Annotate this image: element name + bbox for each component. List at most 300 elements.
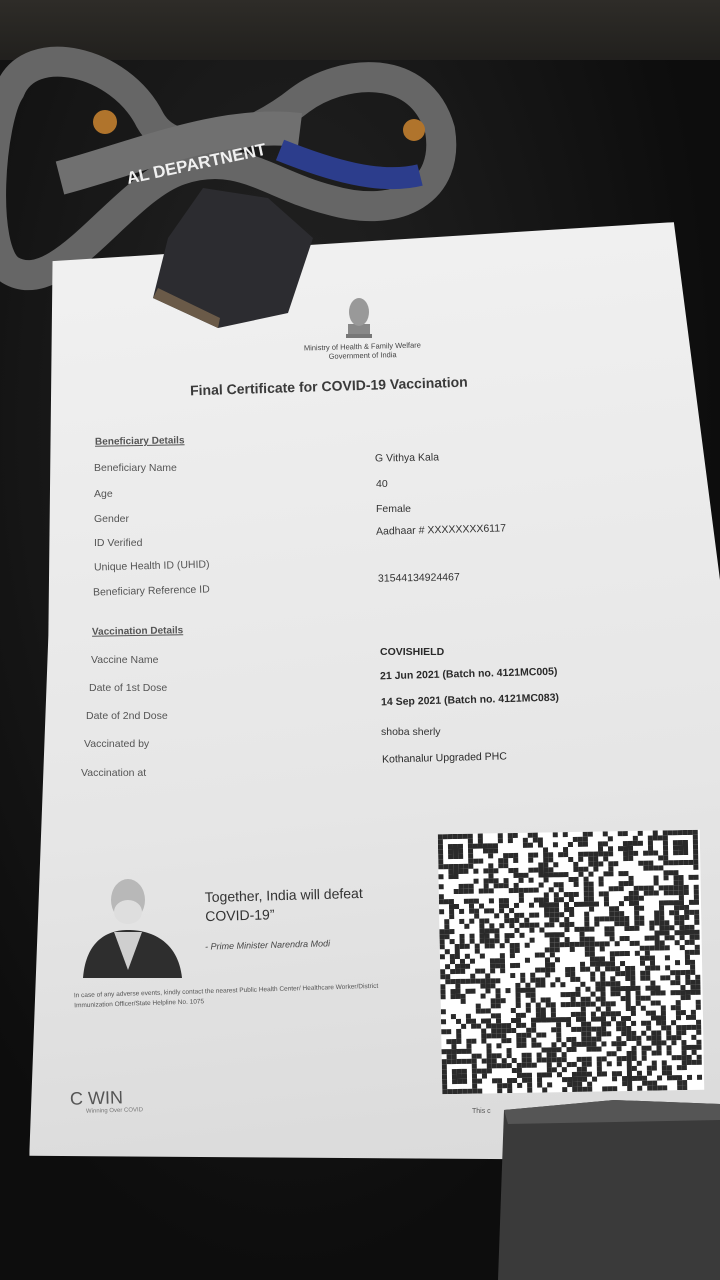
qr-module	[650, 946, 655, 951]
qr-module	[481, 1033, 486, 1038]
qr-module	[601, 1041, 606, 1046]
qr-module	[694, 915, 699, 920]
qr-module	[582, 1077, 587, 1082]
qr-module	[610, 951, 615, 956]
qr-module	[531, 1023, 536, 1028]
qr-module	[527, 1063, 532, 1068]
qr-module	[629, 881, 634, 886]
qr-module	[581, 1012, 586, 1017]
qr-module	[614, 921, 619, 926]
qr-module	[691, 990, 696, 995]
qr-module	[543, 847, 548, 852]
qr-module	[469, 904, 474, 909]
qr-module	[495, 988, 500, 993]
qr-module	[655, 985, 660, 990]
qr-module	[566, 1002, 571, 1007]
qr-module	[601, 1011, 606, 1016]
qr-module	[635, 951, 640, 956]
qr-module	[564, 922, 569, 927]
qr-module	[509, 888, 514, 893]
qr-module	[683, 845, 688, 850]
qr-module	[674, 905, 679, 910]
qr-module	[463, 834, 468, 839]
qr-module	[469, 899, 474, 904]
qr-module	[667, 1070, 672, 1075]
label-vaccinated-by: Vaccinated by	[84, 738, 150, 750]
qr-module	[483, 848, 488, 853]
qr-module	[453, 869, 458, 874]
qr-module	[619, 886, 624, 891]
qr-module	[605, 966, 610, 971]
qr-module	[487, 1058, 492, 1063]
qr-module	[534, 898, 539, 903]
qr-module	[567, 1077, 572, 1082]
qr-module	[466, 1019, 471, 1024]
qr-module	[478, 839, 483, 844]
qr-module	[673, 850, 678, 855]
qr-module	[500, 943, 505, 948]
qr-module	[601, 1031, 606, 1036]
qr-module	[569, 897, 574, 902]
qr-module	[589, 892, 594, 897]
qr-module	[654, 875, 659, 880]
qr-module	[544, 877, 549, 882]
qr-module	[598, 851, 603, 856]
qr-module	[674, 875, 679, 880]
qr-module	[447, 1049, 452, 1054]
qr-module	[475, 979, 480, 984]
qr-module	[563, 847, 568, 852]
qr-module	[620, 986, 625, 991]
qr-module	[650, 981, 655, 986]
qr-module	[581, 1027, 586, 1032]
qr-module	[569, 912, 574, 917]
qr-module	[610, 976, 615, 981]
qr-module	[448, 844, 453, 849]
qr-module	[597, 1066, 602, 1071]
qr-module	[690, 940, 695, 945]
qr-module	[469, 919, 474, 924]
qr-module	[626, 991, 631, 996]
qr-module	[517, 1073, 522, 1078]
qr-module	[564, 917, 569, 922]
qr-module	[550, 937, 555, 942]
qr-module	[687, 1075, 692, 1080]
qr-module	[595, 986, 600, 991]
qr-module	[656, 990, 661, 995]
qr-module	[466, 1039, 471, 1044]
qr-module	[486, 1048, 491, 1053]
qr-module	[663, 840, 668, 845]
qr-module	[631, 1046, 636, 1051]
qr-module	[687, 1060, 692, 1065]
qr-module	[673, 860, 678, 865]
qr-module	[607, 1061, 612, 1066]
qr-module	[654, 910, 659, 915]
qr-module	[645, 971, 650, 976]
qr-module	[608, 836, 613, 841]
qr-module	[448, 834, 453, 839]
qr-module	[634, 886, 639, 891]
qr-module	[541, 1012, 546, 1017]
qr-module	[671, 990, 676, 995]
ministry-line1: Ministry of Health & Family Welfare	[303, 340, 421, 353]
qr-module	[477, 1054, 482, 1059]
qr-module	[571, 1002, 576, 1007]
qr-module	[586, 1047, 591, 1052]
qr-module	[643, 866, 648, 871]
qr-module	[576, 1042, 581, 1047]
qr-module	[468, 849, 473, 854]
qr-module	[591, 1037, 596, 1042]
qr-module	[595, 956, 600, 961]
qr-module	[469, 934, 474, 939]
qr-module	[695, 935, 700, 940]
qr-module	[515, 943, 520, 948]
qr-module	[654, 930, 659, 935]
qr-module	[511, 1028, 516, 1033]
qr-module	[629, 926, 634, 931]
qr-module	[638, 861, 643, 866]
qr-module	[610, 956, 615, 961]
qr-module	[656, 1020, 661, 1025]
qr-module	[444, 934, 449, 939]
qr-module	[620, 961, 625, 966]
qr-module	[684, 915, 689, 920]
qr-module	[444, 919, 449, 924]
qr-module	[623, 831, 628, 836]
qr-module	[470, 939, 475, 944]
qr-module	[547, 1052, 552, 1057]
qr-module	[519, 933, 524, 938]
qr-module	[569, 877, 574, 882]
qr-module	[472, 1059, 477, 1064]
qr-module	[455, 969, 460, 974]
qr-module	[510, 948, 515, 953]
qr-module	[578, 852, 583, 857]
qr-module	[576, 1027, 581, 1032]
qr-module	[549, 902, 554, 907]
qr-module	[631, 1011, 636, 1016]
qr-module	[624, 926, 629, 931]
qr-module	[697, 1075, 702, 1080]
qr-module	[634, 926, 639, 931]
qr-module	[641, 996, 646, 1001]
pm-quote	[205, 884, 364, 926]
qr-module	[586, 997, 591, 1002]
qr-module	[594, 922, 599, 927]
qr-module	[530, 973, 535, 978]
qr-module	[656, 1000, 661, 1005]
qr-module	[533, 838, 538, 843]
qr-module	[628, 841, 633, 846]
qr-module	[462, 1074, 467, 1079]
qr-module	[452, 1089, 457, 1094]
qr-module	[607, 1051, 612, 1056]
qr-module	[515, 948, 520, 953]
qr-module	[656, 1035, 661, 1040]
qr-module	[473, 869, 478, 874]
qr-module	[653, 830, 658, 835]
qr-module	[472, 1054, 477, 1059]
qr-module	[663, 830, 668, 835]
qr-module	[648, 851, 653, 856]
qr-module	[561, 992, 566, 997]
qr-module	[523, 843, 528, 848]
qr-module	[509, 923, 514, 928]
qr-module	[692, 1060, 697, 1065]
qr-module	[489, 923, 494, 928]
qr-module	[663, 845, 668, 850]
qr-module	[575, 942, 580, 947]
qr-module	[479, 904, 484, 909]
qr-module	[560, 942, 565, 947]
qr-module	[584, 922, 589, 927]
qr-module	[479, 934, 484, 939]
qr-module	[583, 852, 588, 857]
qr-module	[536, 1043, 541, 1048]
qr-module	[681, 995, 686, 1000]
qr-module	[671, 1020, 676, 1025]
qr-module	[686, 1015, 691, 1020]
cowin-logo: C WIN	[69, 1087, 124, 1109]
qr-module	[519, 878, 524, 883]
qr-module	[471, 1039, 476, 1044]
qr-module	[579, 902, 584, 907]
qr-module	[679, 880, 684, 885]
qr-module	[520, 973, 525, 978]
qr-module	[449, 904, 454, 909]
qr-module	[640, 946, 645, 951]
qr-module	[438, 849, 443, 854]
qr-module	[651, 1036, 656, 1041]
qr-module	[660, 945, 665, 950]
qr-module	[513, 868, 518, 873]
qr-module	[593, 852, 598, 857]
qr-module	[695, 985, 700, 990]
qr-module	[475, 949, 480, 954]
qr-module	[524, 918, 529, 923]
qr-module	[440, 969, 445, 974]
qr-code[interactable]	[438, 830, 704, 1095]
qr-module	[596, 1036, 601, 1041]
qr-module	[664, 930, 669, 935]
qr-module	[540, 967, 545, 972]
qr-module	[564, 902, 569, 907]
qr-module	[469, 909, 474, 914]
qr-module	[458, 864, 463, 869]
qr-module	[529, 928, 534, 933]
qr-module	[461, 1024, 466, 1029]
qr-module	[526, 1028, 531, 1033]
qr-module	[512, 1058, 517, 1063]
qr-module	[693, 835, 698, 840]
qr-module	[496, 1028, 501, 1033]
qr-module	[530, 938, 535, 943]
qr-module	[674, 880, 679, 885]
qr-module	[544, 892, 549, 897]
qr-module	[519, 923, 524, 928]
qr-module	[453, 874, 458, 879]
qr-module	[458, 854, 463, 859]
qr-module	[631, 1036, 636, 1041]
qr-module	[584, 877, 589, 882]
value-age: 40	[376, 478, 388, 490]
qr-module	[493, 868, 498, 873]
qr-module	[651, 1016, 656, 1021]
qr-module	[545, 972, 550, 977]
qr-module	[556, 1022, 561, 1027]
qr-module	[612, 1051, 617, 1056]
qr-module	[689, 910, 694, 915]
qr-module	[600, 956, 605, 961]
qr-module	[539, 927, 544, 932]
qr-module	[480, 969, 485, 974]
qr-module	[494, 913, 499, 918]
qr-module	[580, 967, 585, 972]
label-gender: Gender	[94, 513, 130, 525]
qr-module	[500, 963, 505, 968]
qr-module	[696, 1005, 701, 1010]
qr-module	[668, 870, 673, 875]
qr-module	[678, 845, 683, 850]
qr-module	[584, 927, 589, 932]
qr-module	[528, 843, 533, 848]
qr-module	[661, 1010, 666, 1015]
qr-module	[696, 1040, 701, 1045]
qr-module	[619, 901, 624, 906]
qr-module	[691, 1010, 696, 1015]
qr-module	[602, 1056, 607, 1061]
qr-module	[625, 971, 630, 976]
qr-module	[683, 860, 688, 865]
qr-module	[448, 874, 453, 879]
qr-module	[581, 1022, 586, 1027]
qr-module	[685, 960, 690, 965]
qr-module	[665, 945, 670, 950]
qr-module	[490, 963, 495, 968]
qr-module	[679, 905, 684, 910]
qr-module	[636, 1001, 641, 1006]
qr-module	[684, 925, 689, 930]
qr-module	[440, 939, 445, 944]
qr-module	[472, 1074, 477, 1079]
qr-module	[517, 1083, 522, 1088]
qr-module	[503, 863, 508, 868]
qr-module	[543, 852, 548, 857]
qr-module	[691, 1015, 696, 1020]
qr-module	[489, 888, 494, 893]
value-reference-id: 31544134924467	[377, 571, 460, 585]
qr-module	[544, 932, 549, 937]
qr-module	[457, 1069, 462, 1074]
qr-module	[499, 908, 504, 913]
qr-module	[541, 1047, 546, 1052]
qr-module	[642, 1081, 647, 1086]
qr-module	[685, 940, 690, 945]
quote-line2: COVID-19”	[205, 906, 275, 925]
qr-module	[443, 864, 448, 869]
qr-module	[518, 873, 523, 878]
qr-module	[545, 947, 550, 952]
qr-module	[636, 1041, 641, 1046]
qr-module	[637, 1071, 642, 1076]
qr-module	[455, 964, 460, 969]
qr-module	[609, 926, 614, 931]
qr-module	[498, 833, 503, 838]
qr-module	[624, 916, 629, 921]
value-vaccine-name: COVISHIELD	[380, 646, 445, 658]
qr-module	[590, 977, 595, 982]
qr-module	[662, 1060, 667, 1065]
qr-module	[514, 903, 519, 908]
qr-module	[526, 1033, 531, 1038]
qr-module	[557, 1057, 562, 1062]
qr-module	[600, 946, 605, 951]
qr-module	[645, 951, 650, 956]
qr-module	[562, 1077, 567, 1082]
qr-module	[460, 939, 465, 944]
qr-module	[533, 833, 538, 838]
qr-module	[485, 943, 490, 948]
qr-module	[474, 879, 479, 884]
qr-module	[590, 937, 595, 942]
qr-module	[542, 1057, 547, 1062]
beneficiary-section-title: Beneficiary Details	[94, 435, 185, 448]
qr-module	[627, 1056, 632, 1061]
qr-module	[543, 867, 548, 872]
qr-module	[676, 1035, 681, 1040]
qr-module	[491, 998, 496, 1003]
qr-module	[565, 972, 570, 977]
qr-module	[450, 954, 455, 959]
qr-module	[608, 851, 613, 856]
qr-module	[544, 902, 549, 907]
qr-module	[438, 844, 443, 849]
qr-module	[617, 1061, 622, 1066]
qr-module	[645, 976, 650, 981]
qr-module	[652, 1051, 657, 1056]
qr-module	[658, 865, 663, 870]
qr-module	[611, 991, 616, 996]
qr-module	[450, 939, 455, 944]
qr-module	[695, 950, 700, 955]
qr-module	[618, 831, 623, 836]
qr-module	[514, 888, 519, 893]
qr-module	[693, 860, 698, 865]
qr-module	[483, 868, 488, 873]
qr-module	[496, 1043, 501, 1048]
qr-module	[506, 1028, 511, 1033]
qr-module	[489, 878, 494, 883]
qr-module	[516, 1043, 521, 1048]
qr-module	[696, 1020, 701, 1025]
qr-module	[683, 840, 688, 845]
qr-module	[623, 851, 628, 856]
qr-module	[680, 945, 685, 950]
qr-module	[458, 844, 463, 849]
qr-module	[565, 937, 570, 942]
qr-module	[571, 1047, 576, 1052]
qr-module	[452, 1054, 457, 1059]
qr-module	[530, 978, 535, 983]
qr-module	[679, 915, 684, 920]
qr-module	[634, 906, 639, 911]
qr-module	[626, 1006, 631, 1011]
qr-module	[685, 970, 690, 975]
qr-module	[690, 965, 695, 970]
qr-module	[557, 1072, 562, 1077]
